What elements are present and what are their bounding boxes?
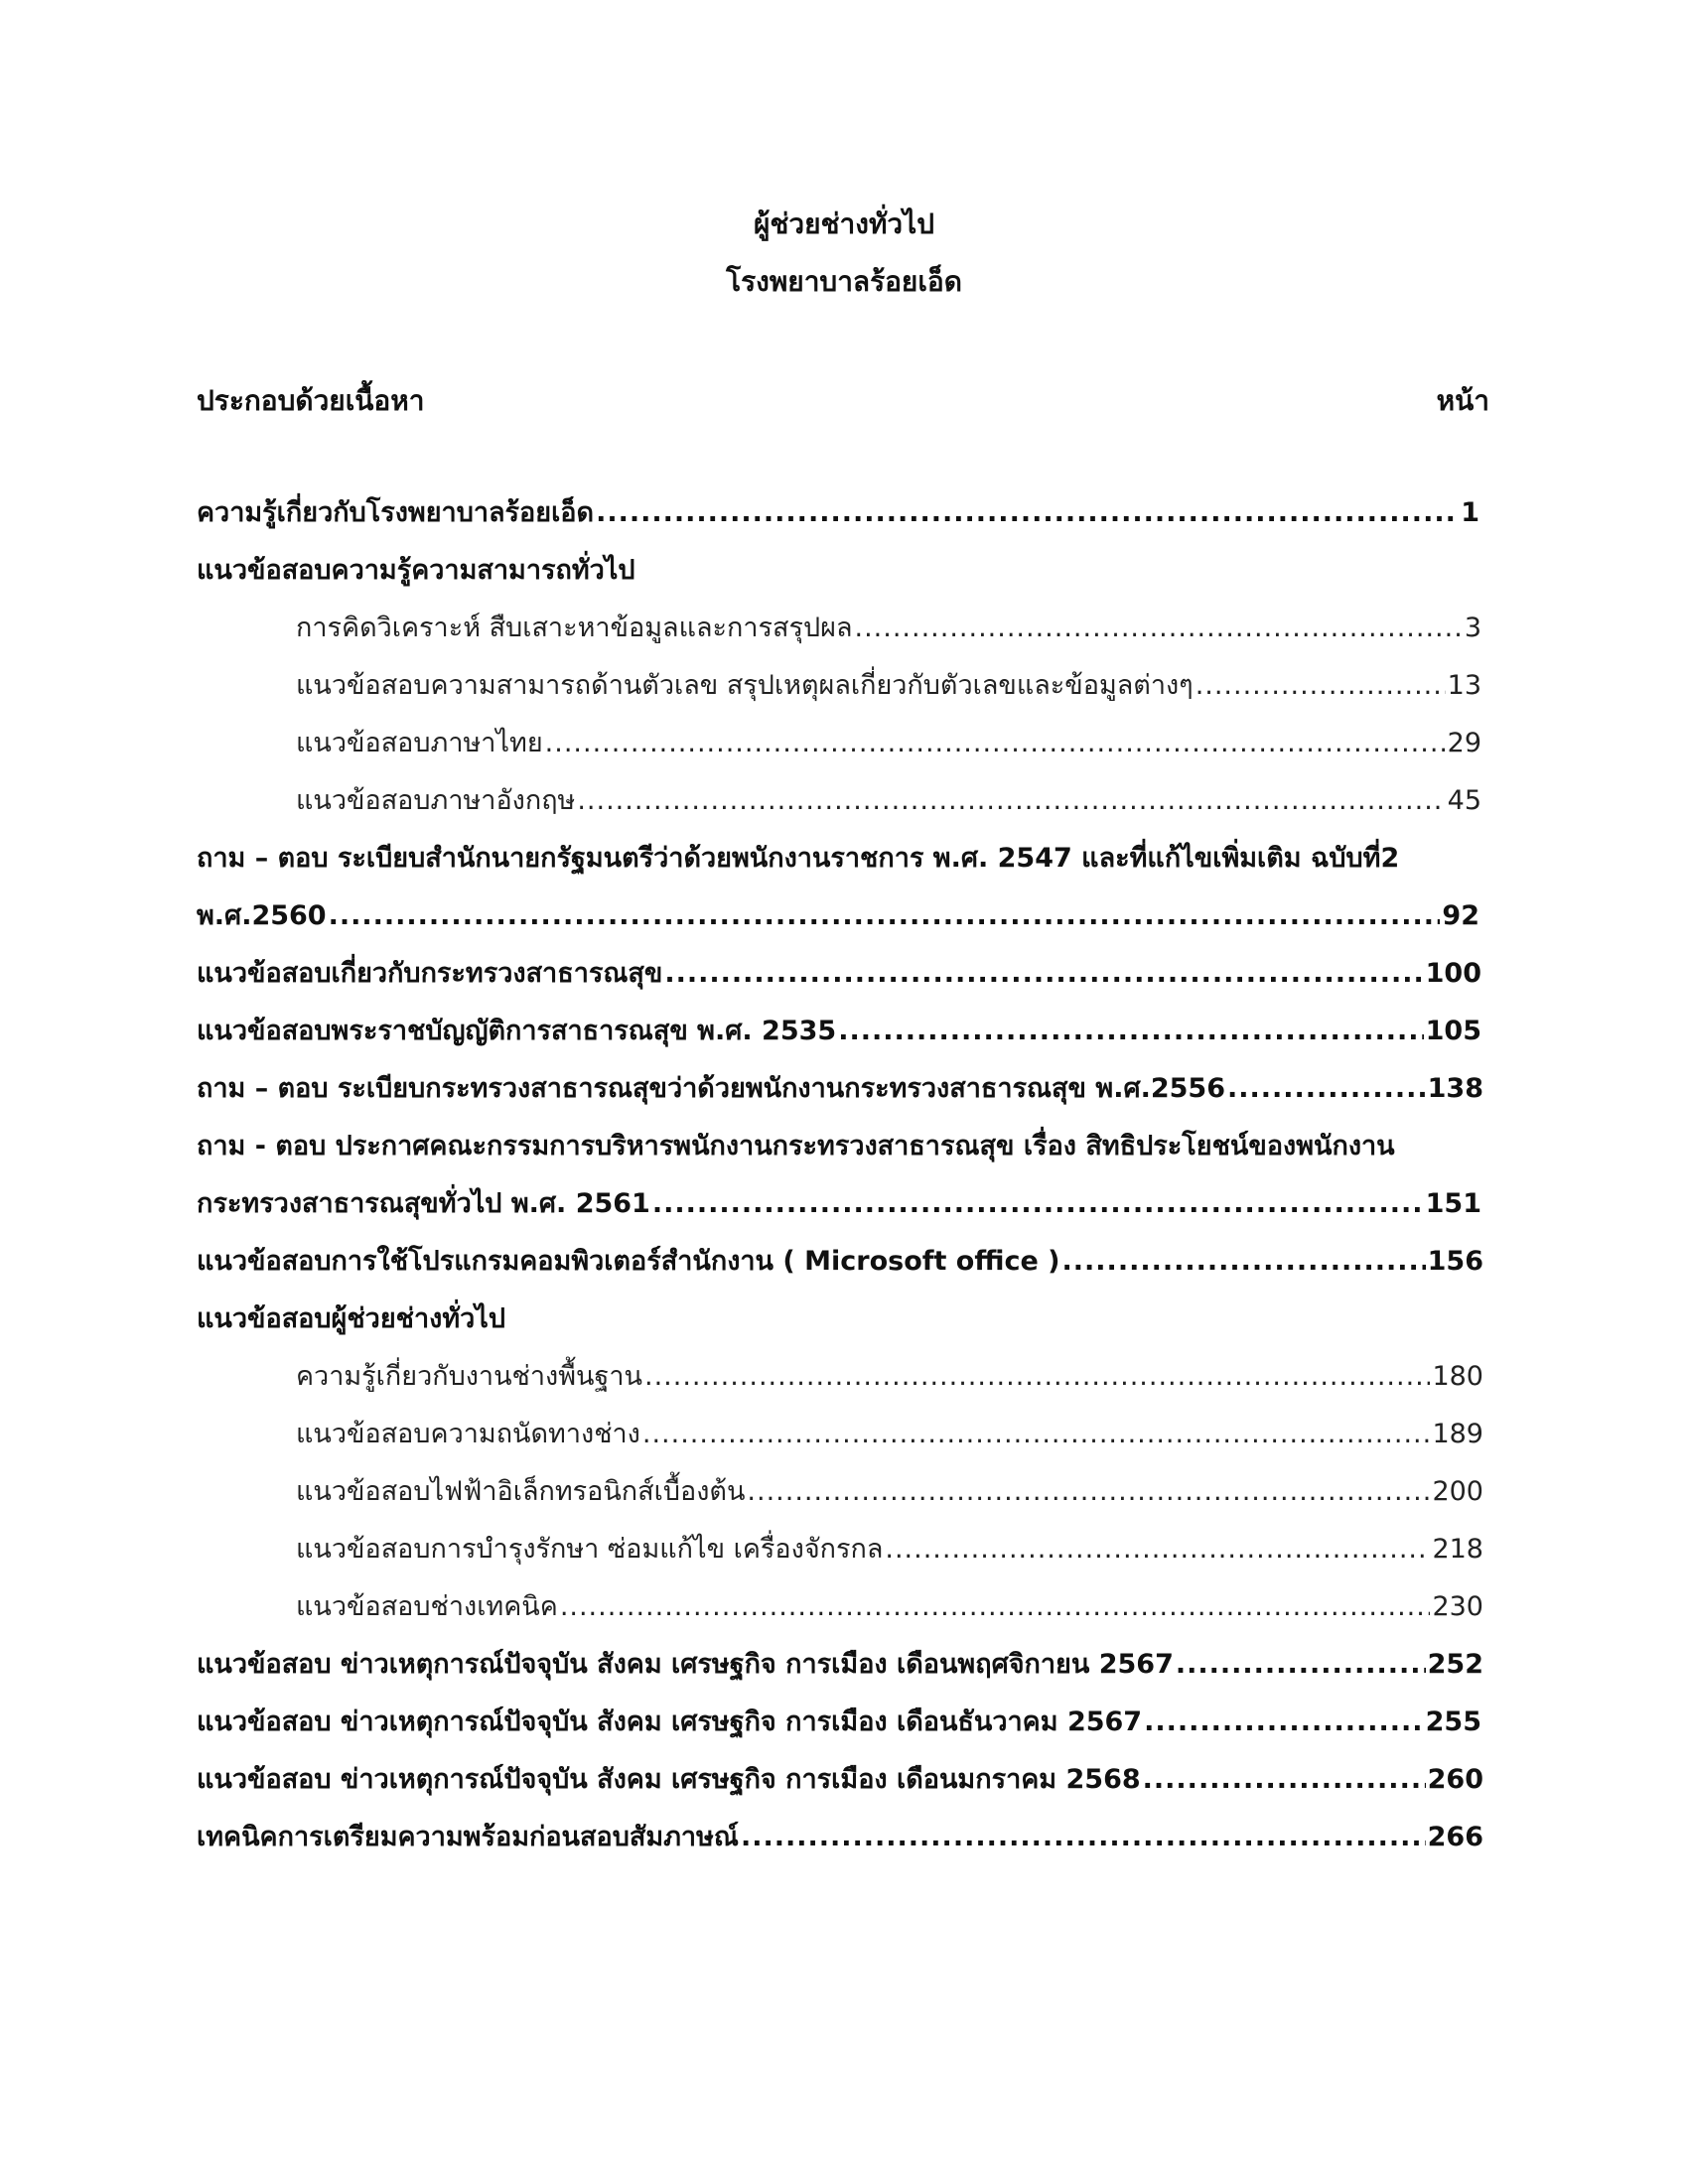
dot-leader [741, 1818, 1426, 1857]
toc-entry-page: 252 [1427, 1649, 1483, 1680]
dot-leader [1227, 1069, 1426, 1109]
toc-entry-title: แนวข้อสอบภาษาไทย [296, 728, 543, 758]
toc-entry-page: 189 [1432, 1419, 1483, 1449]
toc-entry-page: 29 [1447, 728, 1481, 758]
dot-leader [664, 954, 1423, 994]
toc-entry-page: 260 [1427, 1764, 1483, 1795]
toc-entry-title: แนวข้อสอบการบำรุงรักษา ซ่อมแก้ไข เครื่องจักรกล [296, 1534, 884, 1565]
toc-subentry [296, 781, 1481, 821]
toc-entry-title-line2: กระทรวงสาธารณสุขทั่วไป พ.ศ. 2561 [197, 1188, 650, 1219]
dot-leader [329, 896, 1441, 936]
toc-entry [197, 1818, 1483, 1857]
dot-leader [652, 1184, 1424, 1224]
toc-entry-page: 200 [1432, 1476, 1483, 1507]
toc-entry [197, 1242, 1483, 1282]
dot-leader [747, 1472, 1430, 1512]
toc-entry-title: แนวข้อสอบเกี่ยวกับกระทรวงสาธารณสุข [197, 958, 663, 989]
toc-subentry [296, 1530, 1483, 1570]
dot-leader [1062, 1242, 1426, 1282]
toc-entry-title: แนวข้อสอบผู้ช่วยช่างทั่วไป [197, 1303, 506, 1334]
toc-entry [197, 896, 1479, 936]
toc-entry-page: 266 [1427, 1822, 1483, 1852]
toc-entry-title: แนวข้อสอบช่างเทคนิค [296, 1591, 558, 1622]
toc-entry [197, 954, 1481, 994]
toc-entry-title: แนวข้อสอบ ข่าวเหตุการณ์ปัจจุบัน สังคม เศรษฐกิจ การเมือง เดือนธันวาคม 2567 [197, 1706, 1143, 1737]
toc-entry-page: 1 [1461, 497, 1479, 528]
toc-subentry [296, 1587, 1483, 1627]
toc-subentry [296, 609, 1481, 648]
toc-entry-title: แนวข้อสอบความรู้ความสามารถทั่วไป [197, 555, 635, 586]
dot-leader [1196, 666, 1446, 706]
toc-entry-title: ความรู้เกี่ยวกับงานช่างพื้นฐาน [296, 1361, 642, 1392]
toc-entry-page: 105 [1425, 1016, 1481, 1046]
contents-heading: ประกอบด้วยเนื้อหา [197, 384, 425, 417]
dot-leader [1176, 1645, 1426, 1685]
dot-leader [545, 724, 1446, 763]
toc-subentry [296, 1472, 1483, 1512]
toc-entry-page: 100 [1425, 958, 1481, 989]
toc-entry [197, 493, 1479, 533]
toc-entry-title: ถาม – ตอบ ระเบียบกระทรวงสาธารณสุขว่าด้วยพนักงานกระทรวงสาธารณสุข พ.ศ.2556 [197, 1073, 1225, 1104]
toc-subentry [296, 1415, 1483, 1454]
toc-entry-title-line2: พ.ศ.2560 [197, 900, 327, 931]
toc-entry-title: แนวข้อสอบภาษาอังกฤษ [296, 785, 576, 816]
toc-entry-page: 3 [1464, 613, 1481, 643]
dot-leader [838, 1012, 1423, 1051]
dot-leader [1144, 1703, 1424, 1742]
toc-entry-page: 13 [1447, 670, 1481, 701]
dot-leader [1143, 1760, 1426, 1800]
toc-entry-title-line1: ถาม - ตอบ ประกาศคณะกรรมการบริหารพนักงานกระทรวงสาธารณสุข เรื่อง สิทธิประโยชน์ของพนักงาน [197, 1131, 1395, 1161]
dot-leader [855, 609, 1463, 648]
toc-entry [197, 1069, 1483, 1109]
toc-entry-title: แนวข้อสอบการใช้โปรแกรมคอมพิวเตอร์สำนักงาน ( Microsoft office ) [197, 1246, 1060, 1277]
toc-entry-title: แนวข้อสอบ ข่าวเหตุการณ์ปัจจุบัน สังคม เศรษฐกิจ การเมือง เดือนมกราคม 2568 [197, 1764, 1141, 1795]
toc-entry-page: 45 [1447, 785, 1481, 816]
toc-entry-page: 218 [1432, 1534, 1483, 1565]
toc-section-heading [197, 551, 1479, 591]
dot-leader [596, 493, 1459, 533]
toc-entry-page: 255 [1425, 1706, 1481, 1737]
toc-entry-title: การคิดวิเคราะห์ สืบเสาะหาข้อมูลและการสรุปผล [296, 613, 853, 643]
toc-entry [197, 1012, 1481, 1051]
dot-leader [644, 1357, 1430, 1397]
toc-section-heading [197, 1299, 1479, 1339]
toc-entry-page: 156 [1427, 1246, 1483, 1277]
toc-entry [197, 1645, 1483, 1685]
toc-entry [197, 1703, 1481, 1742]
toc-entry-title: ความรู้เกี่ยวกับโรงพยาบาลร้อยเอ็ด [197, 497, 595, 528]
toc-entry-title: แนวข้อสอบความสามารถด้านตัวเลข สรุปเหตุผลเกี่ยวกับตัวเลขและข้อมูลต่างๆ [296, 670, 1194, 701]
toc-subentry [296, 666, 1481, 706]
toc-entry-title: เทคนิคการเตรียมความพร้อมก่อนสอบสัมภาษณ์ [197, 1822, 739, 1852]
dot-leader [560, 1587, 1431, 1627]
dot-leader [577, 781, 1445, 821]
toc-subentry [296, 1357, 1483, 1397]
toc-entry-page: 92 [1442, 900, 1479, 931]
toc-entry-title: แนวข้อสอบพระราชบัญญัติการสาธารณสุข พ.ศ. 2535 [197, 1016, 837, 1046]
toc-entry-title-line1: ถาม – ตอบ ระเบียบสำนักนายกรัฐมนตรีว่าด้วยพนักงานราชการ พ.ศ. 2547 และที่แก้ไขเพิ่มเติม ฉบับที่2 [197, 843, 1400, 874]
toc-entry [197, 1184, 1481, 1224]
toc-entry-page: 151 [1425, 1188, 1481, 1219]
document-subtitle: โรงพยาบาลร้อยเอ็ด [726, 265, 962, 298]
page-column-heading: หน้า [1436, 384, 1489, 417]
dot-leader [885, 1530, 1430, 1570]
toc-entry-title: แนวข้อสอบ ข่าวเหตุการณ์ปัจจุบัน สังคม เศรษฐกิจ การเมือง เดือนพฤศจิกายน 2567 [197, 1649, 1174, 1680]
toc-subentry [296, 724, 1481, 763]
document-title: ผู้ช่วยช่างทั่วไป [754, 207, 934, 240]
toc-entry-page: 230 [1432, 1591, 1483, 1622]
toc-entry-title: แนวข้อสอบไฟฟ้าอิเล็กทรอนิกส์เบื้องต้น [296, 1476, 746, 1507]
toc-entry-title: แนวข้อสอบความถนัดทางช่าง [296, 1419, 640, 1449]
toc-entry [197, 1760, 1483, 1800]
toc-entry-page: 180 [1432, 1361, 1483, 1392]
toc-entry-page: 138 [1427, 1073, 1483, 1104]
dot-leader [642, 1415, 1431, 1454]
